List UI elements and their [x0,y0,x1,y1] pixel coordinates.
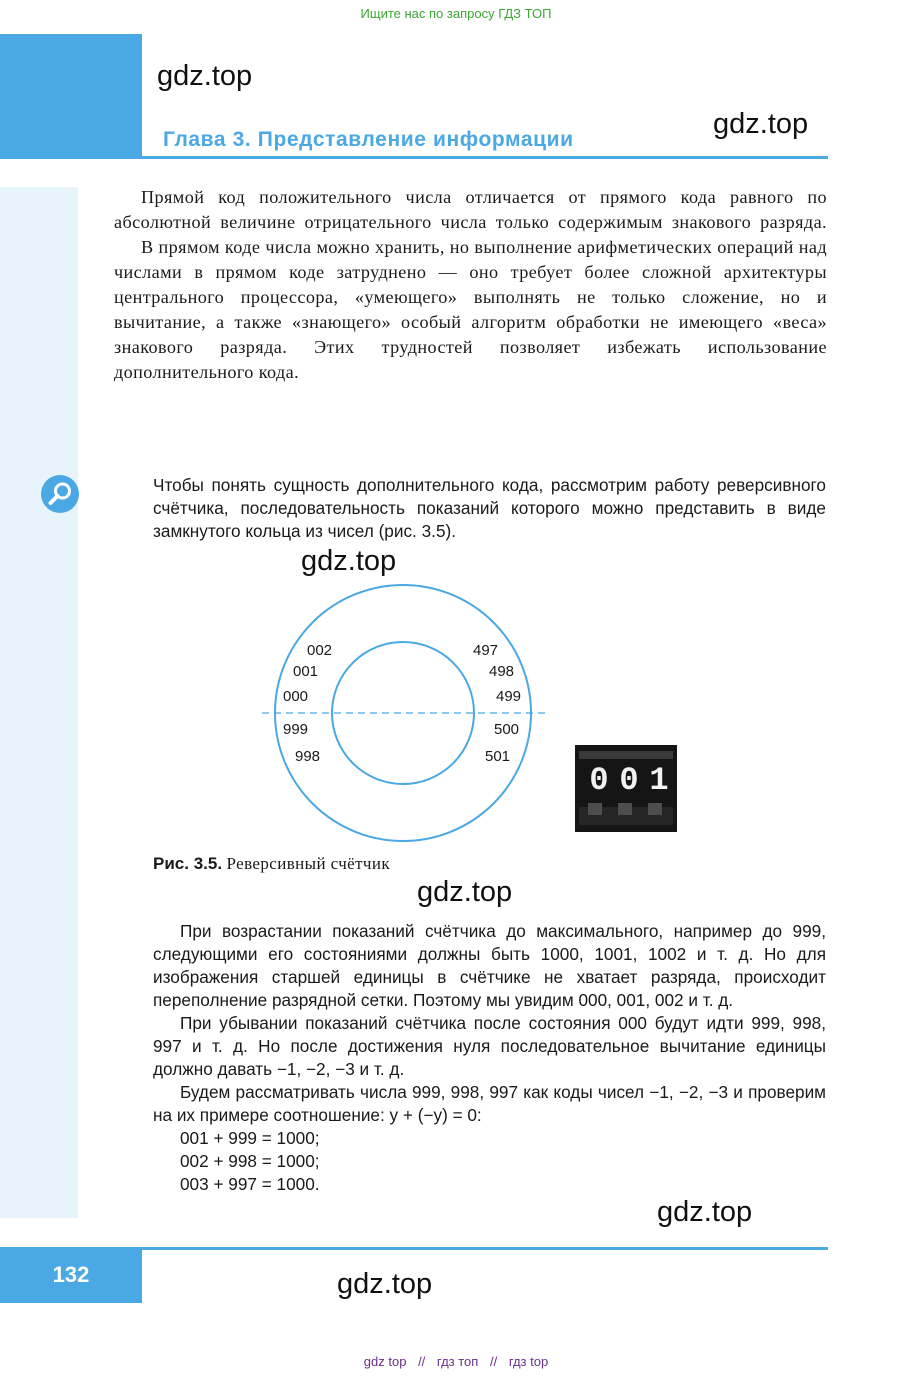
paragraph: При убывании показаний счётчика после состояния 000 будут идти 999, 998, 997 и т. д. Но после достижения нуля последовательное вычитание единицы должно давать −1, −2, −3 и т. д. [153,1013,826,1079]
watermark: gdz.top [713,108,809,140]
paragraph: В прямом коде числа можно хранить, но выполнение арифметических операций над числами в прямом коде затруднено — оно требует более сложной архитектуры центрального процессора, «умеющего» выполнять не только сложение, но и вычитание, а также «знающего» особый алгоритм обработки не имеющего «веса» знакового разряда. Этих трудностей позволяет избежать использование дополнительного кода. [114,237,827,382]
figure-caption [153,854,390,874]
formula: 001 + 999 = 1000; [180,1128,320,1148]
ring-label: 998 [295,748,321,765]
formula: 003 + 997 = 1000. [180,1174,320,1194]
magnifier-icon [40,474,80,514]
ring-label: 999 [283,721,309,738]
bottom-link[interactable]: гдз топ [436,1354,479,1369]
sans-text-block [153,920,826,1196]
ring-label: 501 [485,748,511,765]
counter-digit: 0 [589,762,609,799]
ring-label: 002 [307,642,333,659]
counter-digit: 1 [649,762,669,799]
paragraph: При возрастании показаний счётчика до максимального, например до 999, следующими его состояниями должны быть 1000, 1001, 1002 и т. д. Но для изображения старшей единицы в счётчике не хватает разряда, происходит переполнение разрядной сетки. Поэтому мы увидим 000, 001, 002 и т. д. [153,921,826,1010]
ring-label: 001 [293,663,319,680]
sans-intro-block [153,474,826,543]
inner-ring [332,642,474,784]
paragraph: Чтобы понять сущность дополнительного кода, рассмотрим работу реверсивного счётчика, последовательность показаний которого можно представить в виде замкнутого кольца из чисел (рис. 3.5). [153,475,826,541]
ring-diagram [255,580,555,870]
ring-label: 497 [473,642,499,659]
bottom-link[interactable]: гдз top [508,1354,549,1369]
link-separator: // [418,1354,426,1369]
footer-rule [142,1247,828,1250]
ring-label: 498 [489,663,515,680]
serif-text-block [114,185,827,385]
counter-photo [575,745,677,832]
formula: 002 + 998 = 1000; [180,1151,320,1171]
side-strip [0,187,78,1218]
bottom-link[interactable]: gdz top [363,1354,407,1369]
watermark: gdz.top [417,876,513,908]
caption-text: Реверсивный счётчик [226,854,391,873]
ring-label: 500 [494,721,520,738]
paragraph: Будем рассматривать числа 999, 998, 997 как коды чисел −1, −2, −3 и проверим на их примере соотношение: y + (−y) = 0: [153,1082,826,1125]
bottom-links [0,1354,912,1369]
caption-label: Рис. 3.5. [153,854,223,873]
header-rule [0,156,828,159]
watermark: gdz.top [657,1196,753,1228]
link-separator: // [489,1354,498,1369]
watermark: gdz.top [337,1268,433,1300]
ring-label: 499 [496,688,522,705]
page-number: 132 [52,1262,90,1287]
watermark: gdz.top [157,60,253,92]
header-color-block [0,34,142,158]
top-banner: Ищите нас по запросу ГДЗ ТОП [360,6,552,21]
paragraph: Прямой код положительного числа отличается от прямого кода равного по абсолютной величине отрицательного числа только содержимым знакового разряда. [114,187,827,232]
watermark: gdz.top [301,545,397,577]
counter-digit: 0 [619,762,639,799]
chapter-title: Глава 3. Представление информации [163,128,574,151]
ring-label: 000 [283,688,309,705]
